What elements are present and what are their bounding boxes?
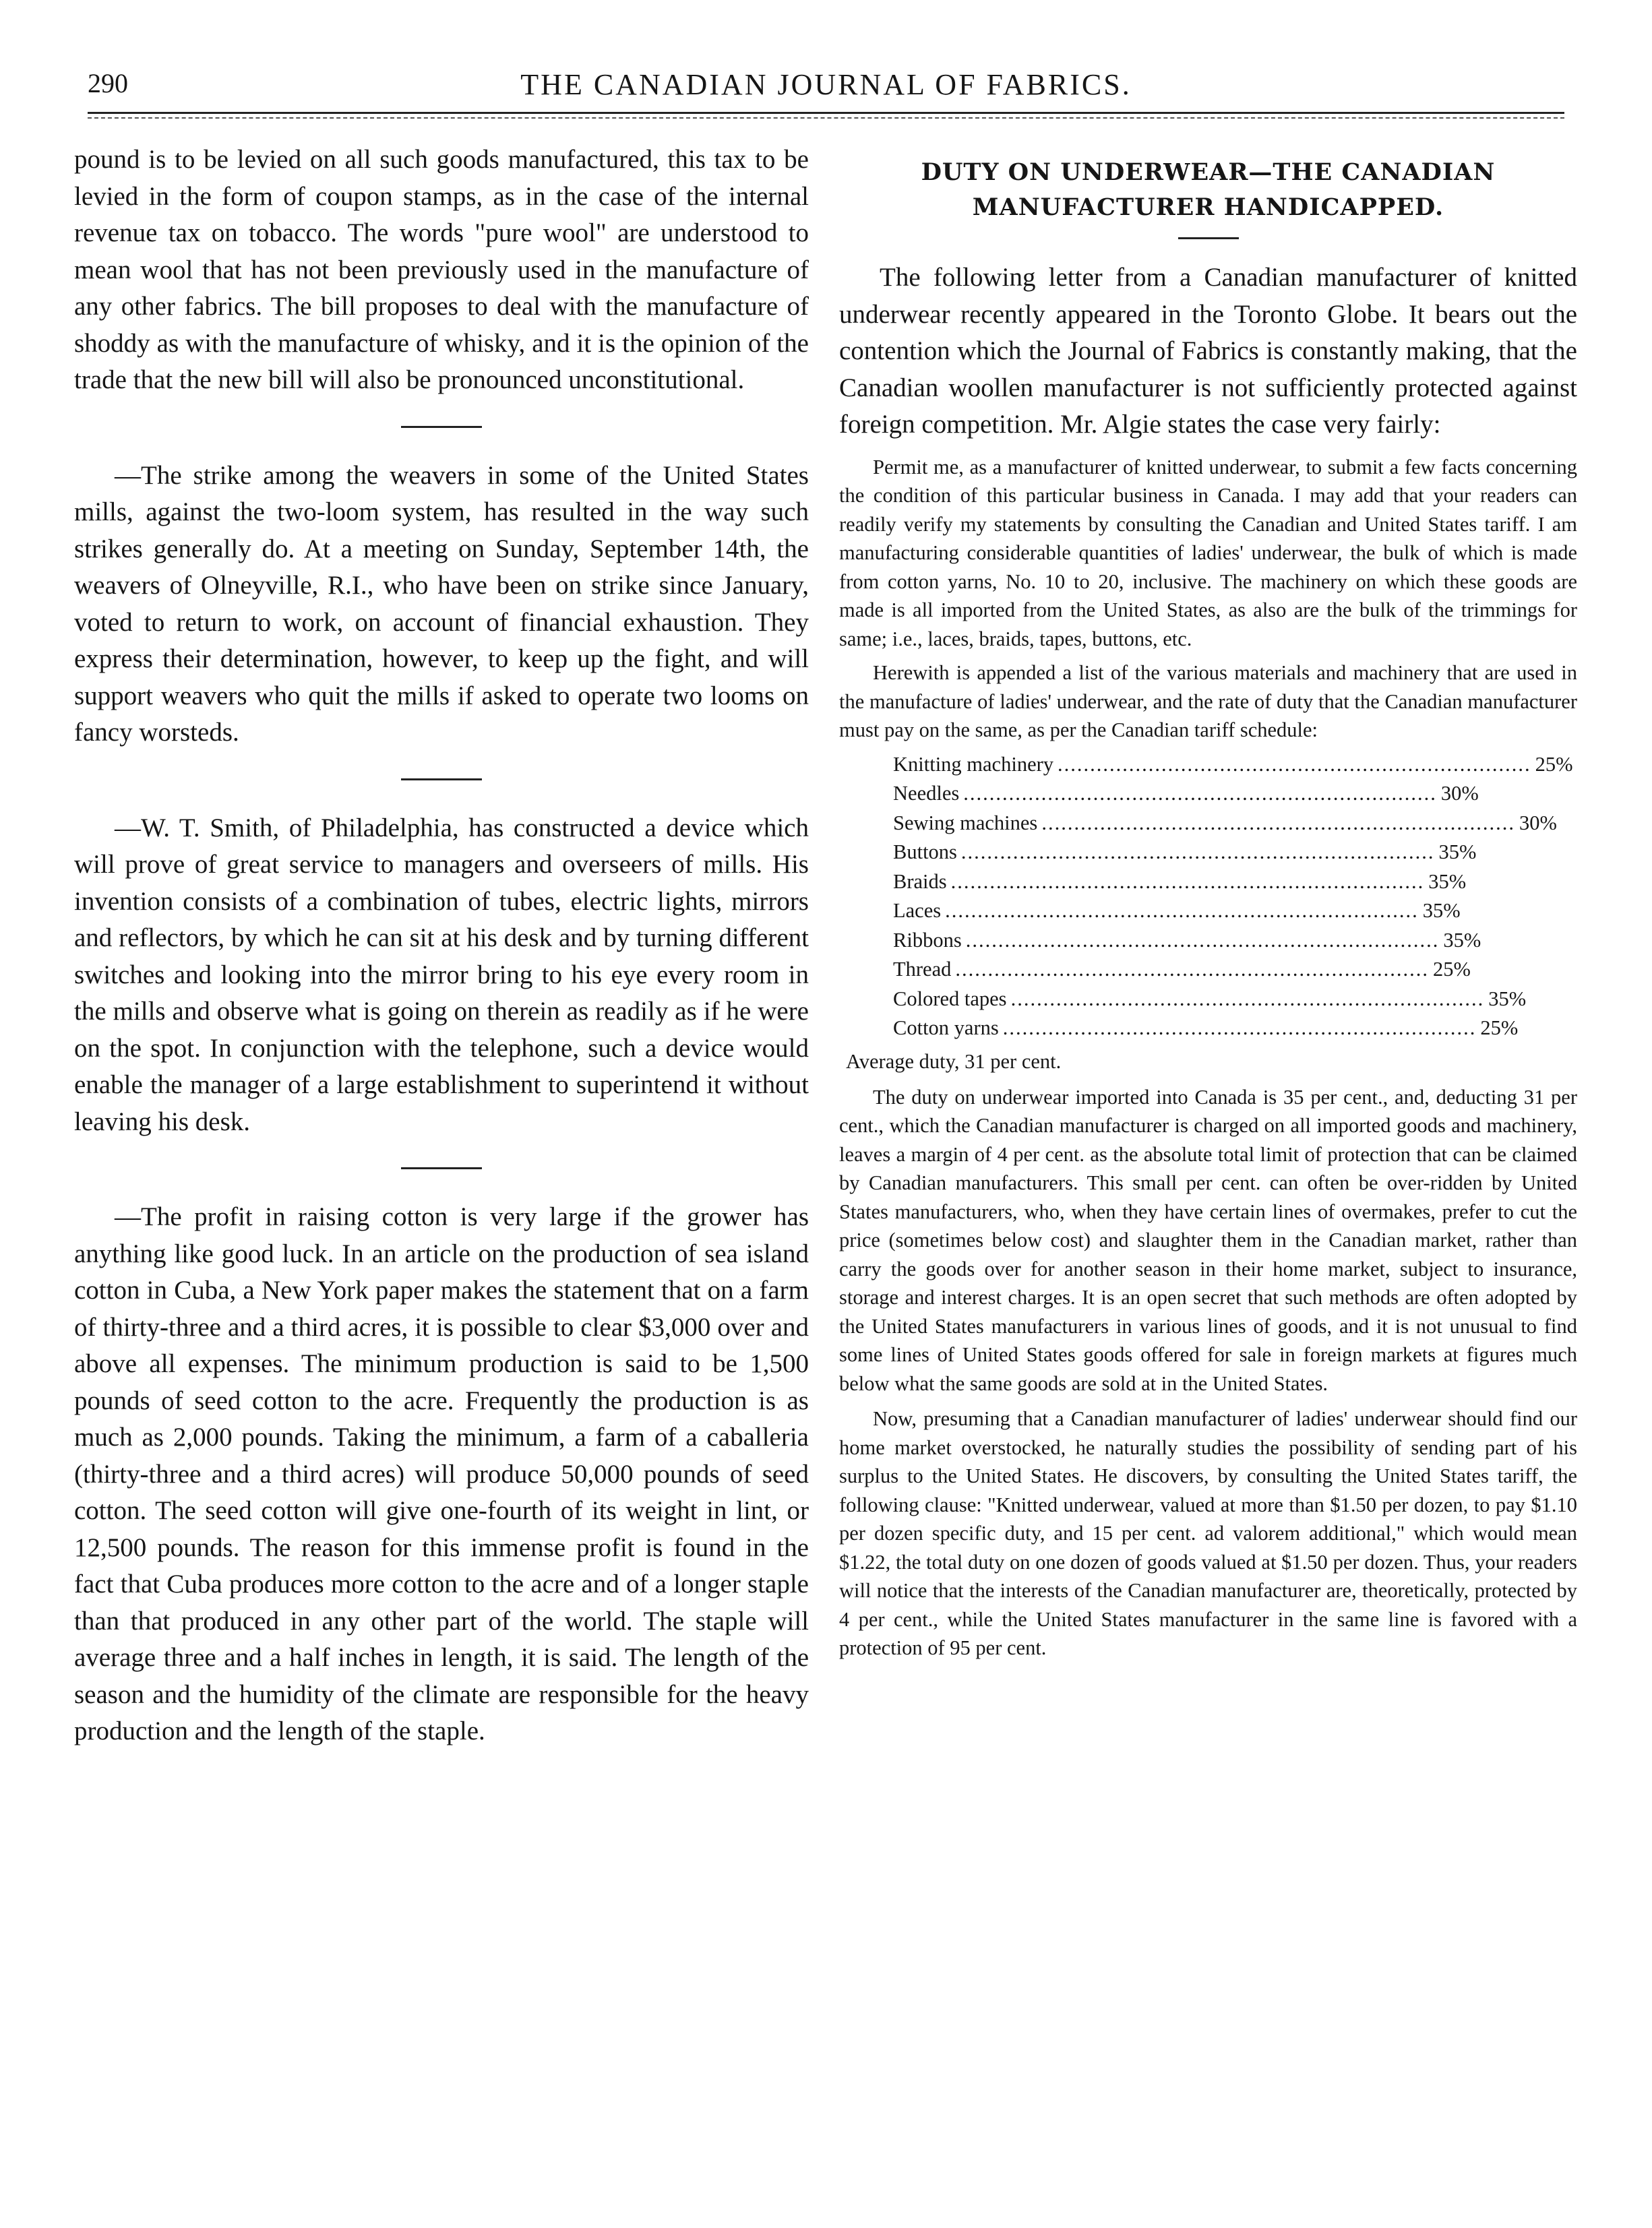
- duty-row: Buttons ......................................................................... 35%: [893, 838, 1459, 867]
- duty-row: Braids ......................................................................... 35%: [893, 867, 1459, 897]
- duty-rate: 30%: [1519, 811, 1557, 834]
- duty-row: Thread ......................................................................... 25%: [893, 955, 1459, 985]
- header-rule: [88, 112, 1564, 119]
- article-continuation-paragraph: pound is to be levied on all such goods manufactured, this tax to be levied in the form of coupon stamps, as in the case of the internal revenue tax on tobacco. The words "pure wool" are understood to mean wool that has not been previously used in the manufacture of any other fabrics. The bill proposes to deal with the manufacture of shoddy as with the manufacture of whisky, and it is the opinion of the trade that the new bill will also be pronounced unconstitutional.: [74, 145, 809, 394]
- article-intro: The following letter from a Canadian manufacturer of knitted underwear recently appeared in the Toronto Globe. It bears out the contention which the Journal of Fabrics is constantly making, that the Canadian woollen manufacturer is not sufficiently protected against foreign competition. Mr. Algie states the case very fairly:: [839, 263, 1577, 439]
- duty-row: Sewing machines ......................................................................... 30%: [893, 809, 1459, 838]
- duty-rate-table: [893, 750, 1573, 1043]
- article-title-line: DUTY ON UNDERWEAR—THE CANADIAN: [921, 158, 1496, 186]
- letter-paragraph: The duty on underwear imported into Canada is 35 per cent., and, deducting 31 per cent., which the Canadian manufacturer is charged on all imported goods and machinery, leaves a margin of 4 per cent. as the absolute total limit of protection that can be claimed by Canadian manufacturers. This small per cent. can often be over-ridden by United States manufacturers, who, when they have certain lines of overmakes, prefer to cut the price (sometimes below cost) and slaughter them in the Canadian market, rather than carry the goods over for another season in their home market, subject to insurance, storage and interest charges. It is an open secret that such methods are often adopted by the United States manufacturers in various lines of goods, and it is not unusual to find some lines of United States goods offered for sale in foreign markets at figures much below what the same goods are sold at in the United States.: [839, 1085, 1577, 1395]
- duty-row: Laces ......................................................................... 35%: [893, 896, 1459, 926]
- average-duty: Average duty, 31 per cent.: [846, 1049, 1062, 1073]
- duty-row: Needles ......................................................................... 30%: [893, 779, 1459, 809]
- duty-rate: 25%: [1480, 1016, 1519, 1039]
- article-title-line: MANUFACTURER HANDICAPPED.: [972, 193, 1444, 221]
- duty-rate: 35%: [1428, 869, 1467, 893]
- page-header: [88, 67, 1564, 111]
- article-title: [839, 155, 1577, 225]
- section-separator: [401, 1167, 482, 1169]
- letter-paragraph: Now, presuming that a Canadian manufacturer of ladies' underwear should find our home market overstocked, he naturally studies the possibility of sending part of his surplus to the United States. He discovers, by consulting the United States tariff, the following clause: "Knitted underwear, valued at more than $1.50 per dozen, to pay $1.10 per dozen specific duty, and 15 per cent. ad valorem additional," which would mean $1.22, the total duty on one dozen of goods valued at $1.50 per dozen. Thus, your readers will notice that the interests of the Canadian manufacturer are, theoretically, protected by 4 per cent., while the United States manufacturer in the same line is favored with a protection of 95 per cent.: [839, 1407, 1577, 1659]
- duty-item: Ribbons: [893, 928, 962, 952]
- duty-rate: 25%: [1535, 752, 1573, 776]
- duty-rate: 25%: [1433, 958, 1471, 981]
- left-column: [74, 142, 809, 2147]
- duty-rate: 35%: [1488, 987, 1527, 1010]
- page-number: 290: [88, 68, 128, 98]
- duty-row: Ribbons ......................................................................... 35%: [893, 926, 1459, 956]
- mirror-device-paragraph: —W. T. Smith, of Philadelphia, has constructed a device which will prove of great service to managers and overseers of mills. His invention consists of a combination of tubes, electric lights, mirrors and reflectors, by which he can sit at his desk and by turning different switches and looking into the mirror bring to his eye every room in the mills and observe what is going on therein as readily as if he were on the spot. In conjunction with the telephone, such a device would enable the manager of a large establishment to superintend it without leaving his desk.: [74, 813, 809, 1136]
- title-rule: [1178, 237, 1239, 239]
- duty-item: Needles: [893, 782, 960, 805]
- duty-item: Laces: [893, 899, 942, 922]
- section-separator: [401, 426, 482, 428]
- duty-rate: 30%: [1440, 782, 1479, 805]
- letter-paragraph: Herewith is appended a list of the various materials and machinery that are used in the manufacture of ladies' underwear, and the rate of duty that the Canadian manufacturer must pay on the same, as per the Canadian tariff schedule:: [839, 661, 1577, 741]
- cuba-cotton-paragraph: —The profit in raising cotton is very large if the grower has anything like good luck. In an article on the production of sea island cotton in Cuba, a New York paper makes the statement that on a farm of thirty-three and a third acres, it is possible to clear $3,000 over and above all expenses. The minimum production is said to be 1,500 pounds of seed cotton to the acre. Frequently the production is as much as 2,000 pounds. Taking the minimum, a farm of a caballeria (thirty-three and a third acres) will produce 50,000 pounds of seed cotton. The seed cotton will give one-fourth of its weight in lint, or 12,500 pounds. The reason for this immense profit is found in the fact that Cuba produces more cotton to the acre and of a longer staple than that produced in any other part of the world. The staple will average three and a half inches in length, it is said. The length of the season and the humidity of the climate are responsible for the heavy production and the length of the staple.: [74, 1202, 809, 1745]
- duty-rate: 35%: [1438, 840, 1477, 863]
- section-separator: [401, 778, 482, 780]
- duty-row: Cotton yarns ......................................................................... 25%: [893, 1014, 1459, 1043]
- duty-rate: 35%: [1422, 899, 1461, 922]
- duty-item: Braids: [893, 869, 947, 893]
- running-title: THE CANADIAN JOURNAL OF FABRICS.: [520, 68, 1132, 101]
- duty-item: Cotton yarns: [893, 1016, 999, 1039]
- duty-item: Knitting machinery: [893, 752, 1054, 776]
- letter-paragraph: Permit me, as a manufacturer of knitted underwear, to submit a few facts concerning the condition of this particular business in Canada. I may add that your readers can readily verify my statements by consulting the Canadian and United States tariff. I am manufacturing considerable quantities of ladies' underwear, the bulk of which is made from cotton yarns, No. 10 to 20, inclusive. The machinery on which these goods are made is all imported from the United States, as also are the bulk of the trimmings for same; i.e., laces, braids, tapes, buttons, etc.: [839, 455, 1577, 650]
- duty-row: Knitting machinery ......................................................................... 25%: [893, 750, 1459, 780]
- duty-rate: 35%: [1443, 928, 1481, 952]
- duty-item: Buttons: [893, 840, 957, 863]
- duty-row: Colored tapes ......................................................................... 35%: [893, 985, 1459, 1014]
- duty-item: Thread: [893, 958, 952, 981]
- duty-item: Colored tapes: [893, 987, 1007, 1010]
- weavers-strike-paragraph: —The strike among the weavers in some of the United States mills, against the two-loom system, has resulted in the way such strikes generally do. At a meeting on Sunday, September 14th, the weavers of Olneyville, R.I., who have been on strike since January, voted to return to work, on account of financial exhaustion. They express their determination, however, to keep up the fight, and will support weavers who quit the mills if asked to operate two looms on fancy worsteds.: [74, 460, 809, 747]
- duty-item: Sewing machines: [893, 811, 1038, 834]
- right-column: [839, 142, 1577, 2147]
